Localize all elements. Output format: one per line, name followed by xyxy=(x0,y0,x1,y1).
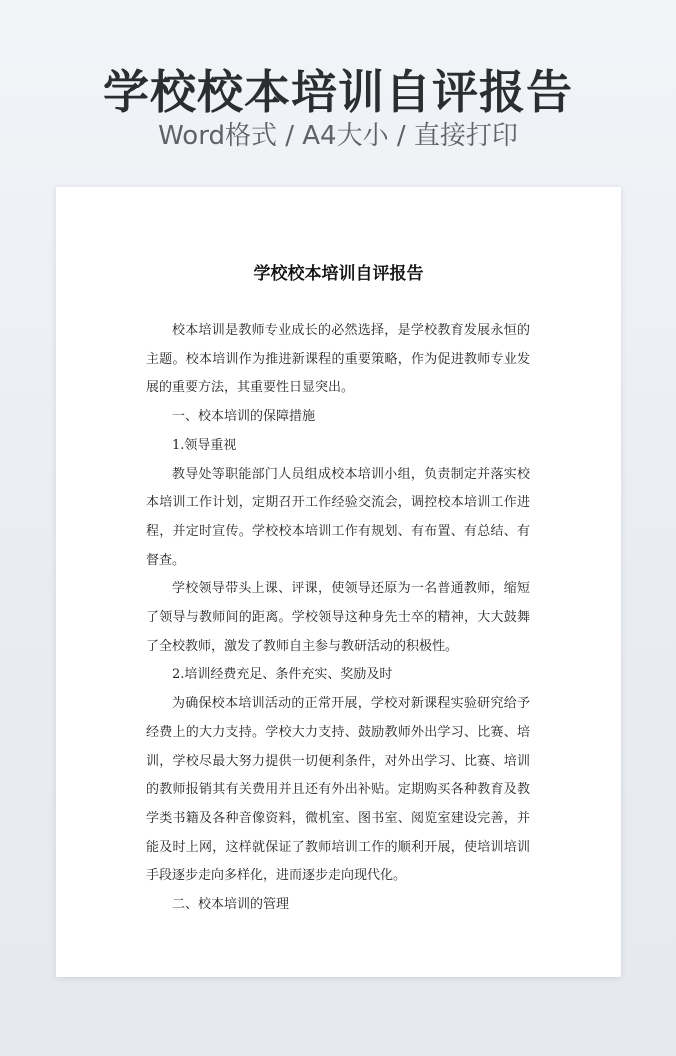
paragraph-intro: 校本培训是教师专业成长的必然选择，是学校教育发展永恒的主题。校本培训作为推进新课程的重要策略，作为促进教师专业发展的重要方法，其重要性日显突出。 xyxy=(146,323,530,396)
section-heading-1: 一、校本培训的保障措施 xyxy=(172,409,316,425)
preview-banner xyxy=(0,0,676,186)
subheading-2: 2.培训经费充足、条件充实、奖励及时 xyxy=(172,667,393,683)
banner-title: 学校校本培训自评报告 xyxy=(103,65,573,119)
document-body xyxy=(146,317,530,920)
document-page xyxy=(56,187,621,977)
subheading-1: 1.领导重视 xyxy=(172,437,237,453)
paragraph-leadership-2: 学校领导带头上课、评课，使领导还原为一名普通教师，缩短了领导与教师间的距离。学校领导这种身先士卒的精神，大大鼓舞了全校教师，激发了教师自主参与教研活动的积极性。 xyxy=(146,581,530,654)
banner-subtitle: Word格式 / A4大小 / 直接打印 xyxy=(158,121,518,151)
paragraph-leadership-1: 教导处等职能部门人员组成校本培训小组，负责制定并落实校本培训工作计划，定期召开工作经验交流会，调控校本培训工作进程，并定时宣传。学校校本培训工作有规划、有布置、有总结、有督查。 xyxy=(146,466,530,568)
section-heading-2: 二、校本培训的管理 xyxy=(172,897,290,913)
paragraph-funding: 为确保校本培训活动的正常开展，学校对新课程实验研究给予经费上的大力支持。学校大力支持、鼓励教师外出学习、比赛、培训，学校尽最大努力提供一切便利条件，对外出学习、比赛、培训的教师报销其有关费用并且还有外出补贴。定期购买各种教育及教学类书籍及各种音像资料，微机室、图书室、阅览室建设完善，并能及时上网，这样就保证了教师培训工作的顺利开展，使培训培训手段逐步走向多样化，进而逐步走向现代化。 xyxy=(146,696,530,884)
document-title: 学校校本培训自评报告 xyxy=(253,264,424,284)
